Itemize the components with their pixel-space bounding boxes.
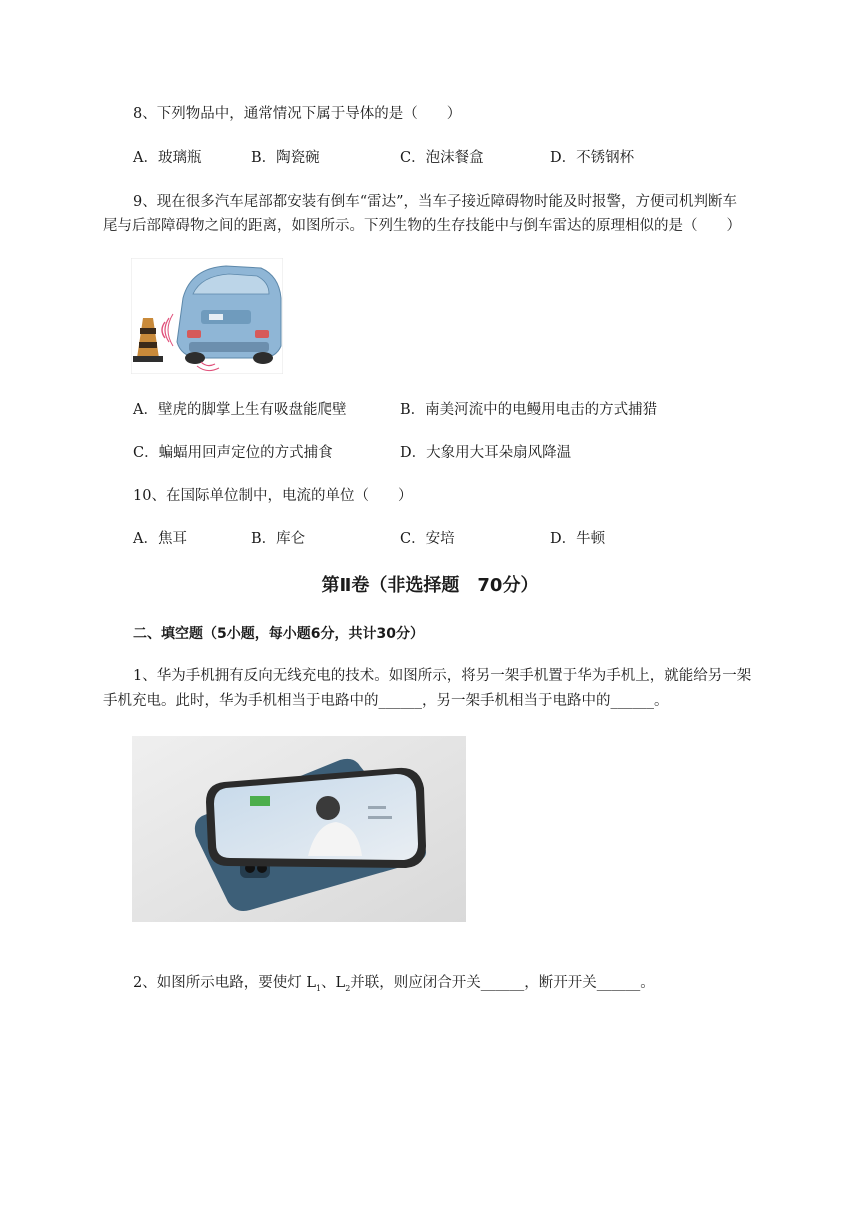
q9-option-c: C．蝙蝠用回声定位的方式捕食 [133,445,333,461]
q8-option-b: B．陶瓷碗 [251,150,320,166]
fill2-prefix: 2、如图所示电路，要使灯 L [133,975,316,991]
q9-stem-line2: 尾与后部障碍物之间的距离，如图所示。下列生物的生存技能中与倒车雷达的原理相似的是（ ） [103,218,741,234]
q10-option-d: D．牛顿 [550,531,606,547]
q9-stem-line1: 9、现在很多汽车尾部都安装有倒车“雷达”，当车子接近障碍物时能及时报警，方便司机判断车 [133,194,738,210]
q8-option-a: A．玻璃瓶 [133,150,202,166]
q9-option-b: B．南美河流中的电鳗用电击的方式捕猎 [400,402,658,418]
fill2-subscript-2: 2 [345,983,351,993]
fill2-line [133,973,655,999]
q8-option-d: D．不锈钢杯 [550,150,635,166]
q9-option-a: A．壁虎的脚掌上生有吸盘能爬壁 [133,402,347,418]
q10-option-c: C．安培 [400,531,455,547]
fill1-line1: 1、华为手机拥有反向无线充电的技术。如图所示，将另一架手机置于华为手机上，就能给另一架 [133,668,752,684]
q10-stem: 10、在国际单位制中，电流的单位（ ） [133,488,413,504]
section-title: 第Ⅱ卷（非选择题 70分） [321,575,539,596]
fill2-suffix: 并联，则应闭合开关______，断开开关______。 [350,975,655,991]
q9-option-d: D．大象用大耳朵扇风降温 [400,445,572,461]
wireless-charging-image [132,736,466,922]
section-subtitle: 二、填空题（5小题，每小题6分，共计30分） [133,626,424,642]
q10-option-b: B．库仑 [251,531,306,547]
reversing-radar-image [131,258,283,374]
q8-stem: 8、下列物品中，通常情况下属于导体的是（ ） [133,106,462,122]
fill2-subscript-1: 1 [315,983,322,993]
q8-option-c: C．泡沫餐盒 [400,150,484,166]
fill2-middle: 、L [321,975,346,991]
q10-option-a: A．焦耳 [133,531,187,547]
fill1-line2: 手机充电。此时，华为手机相当于电路中的______，另一架手机相当于电路中的______。 [103,693,669,709]
